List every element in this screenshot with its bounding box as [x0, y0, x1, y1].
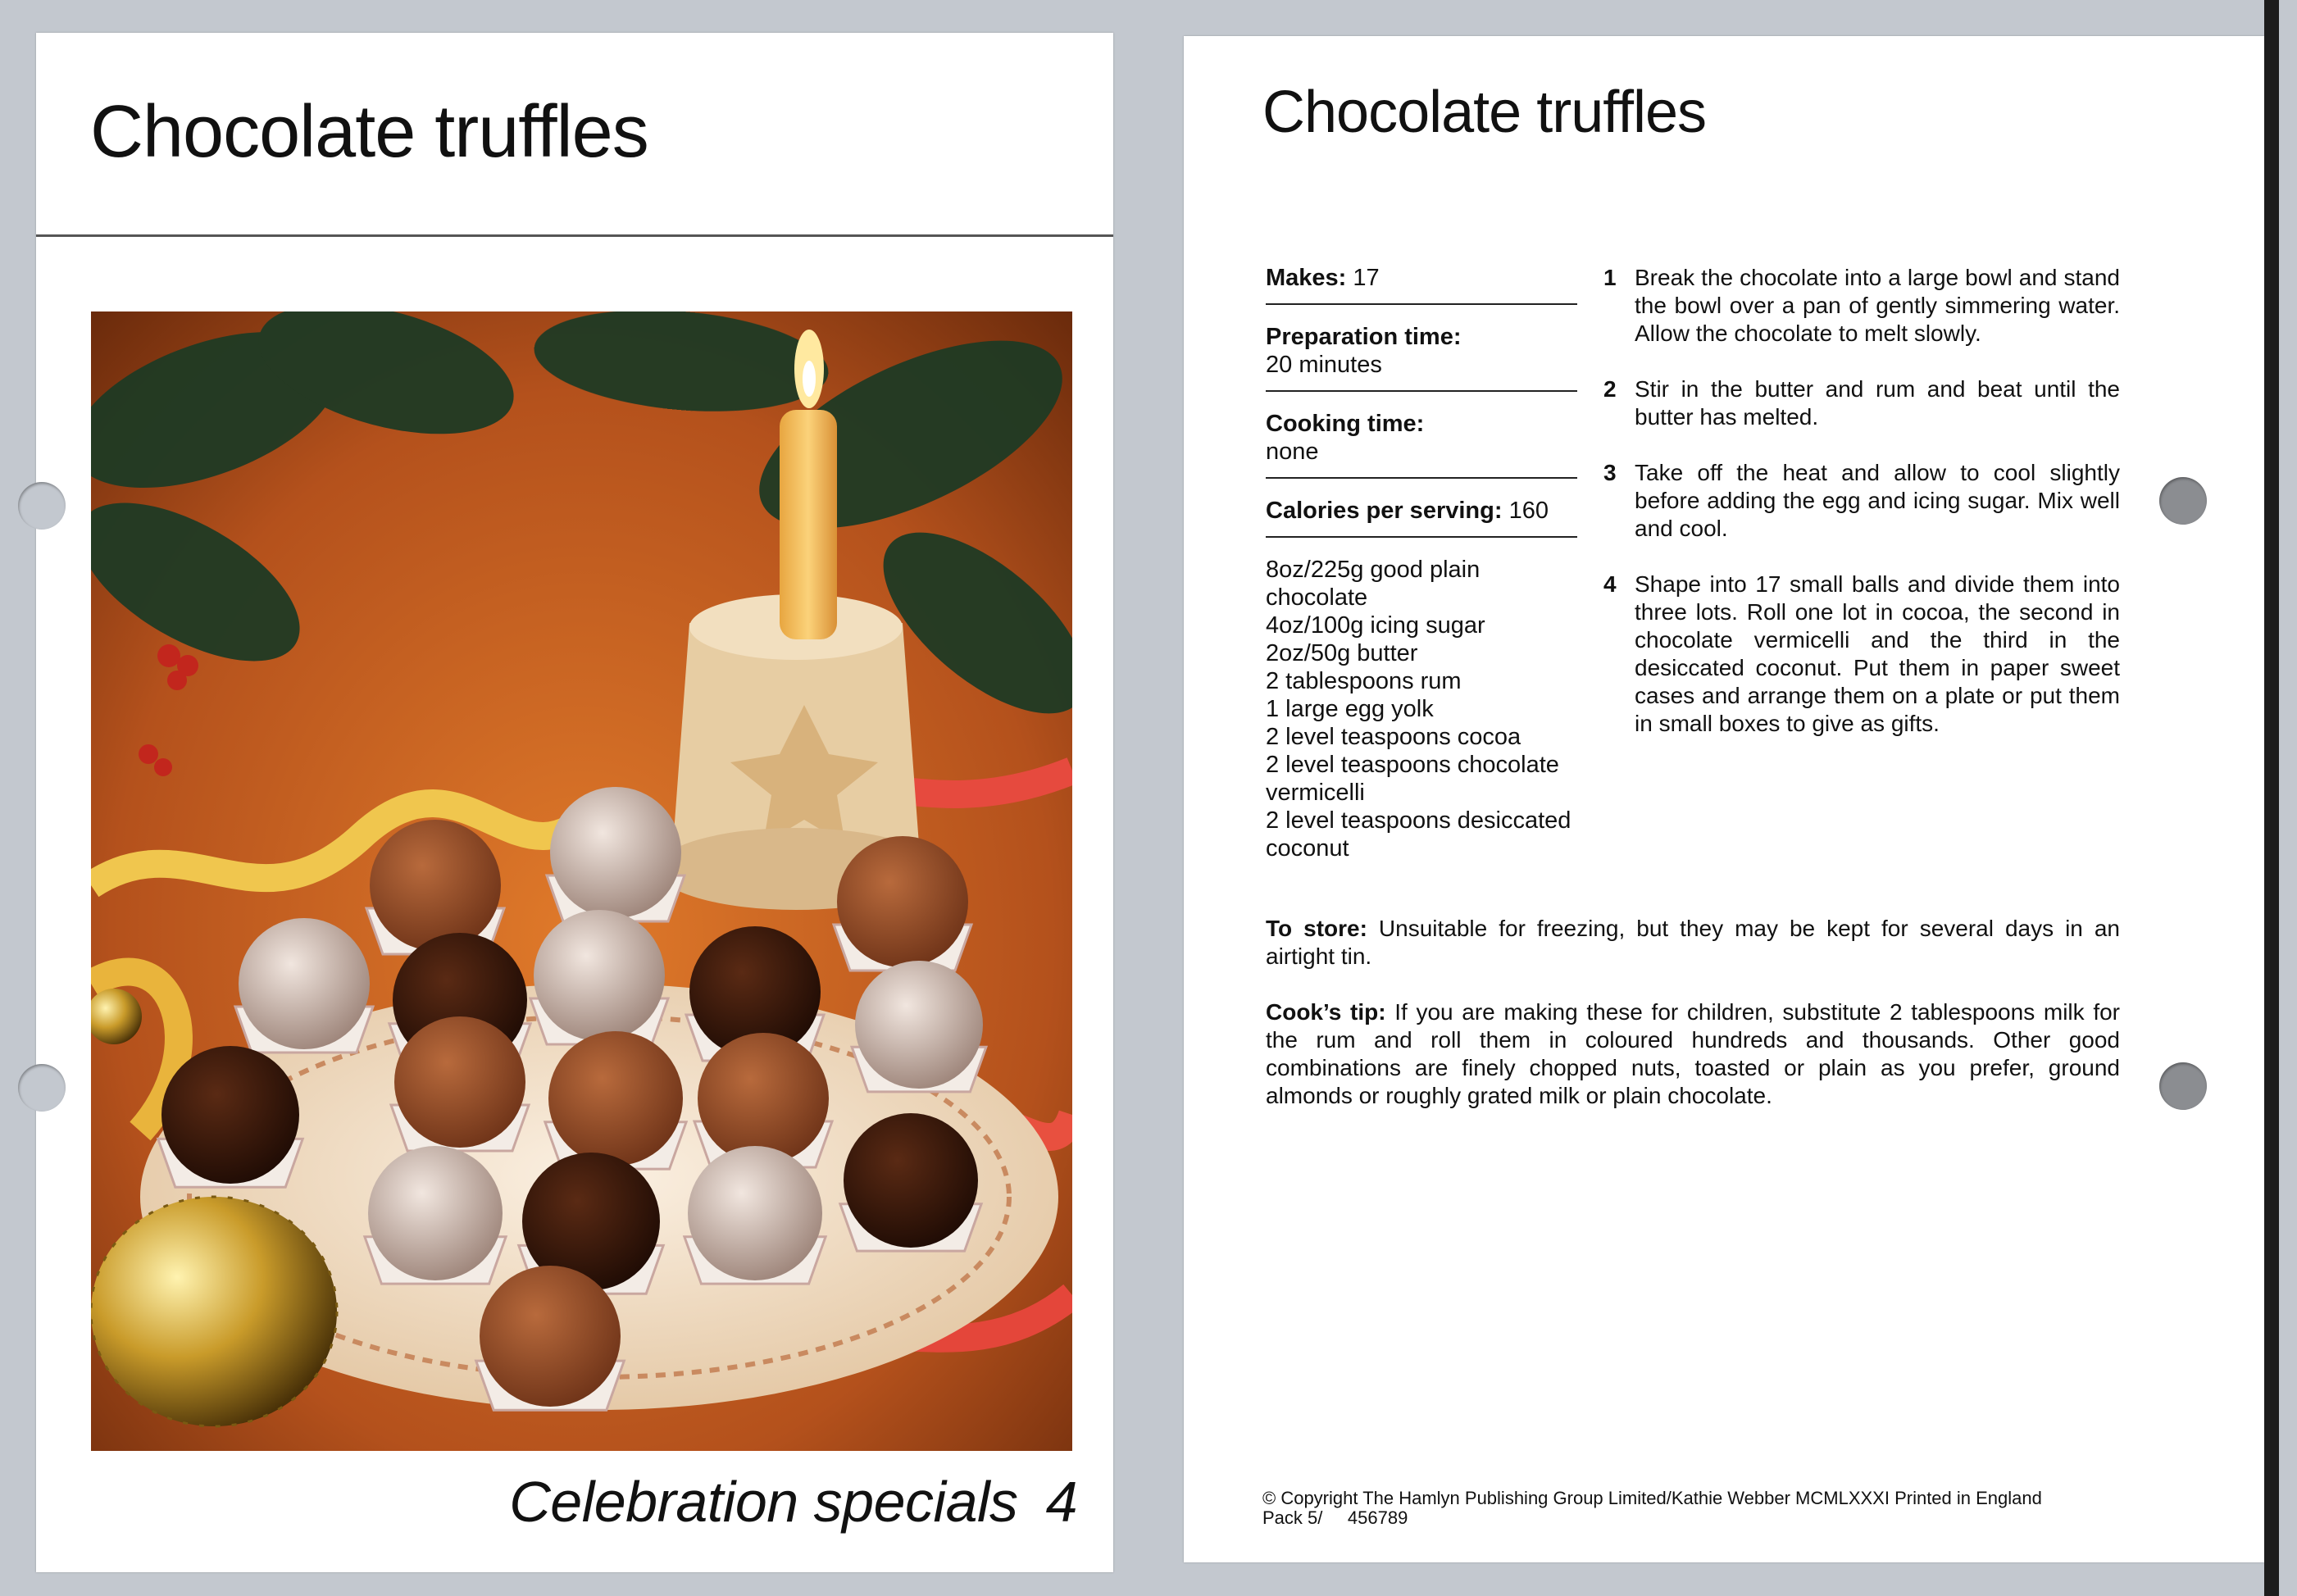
- fact-label: Makes:: [1266, 265, 1347, 291]
- truffle: [370, 820, 501, 951]
- step-number: 4: [1603, 571, 1617, 597]
- punch-hole-top: [2159, 477, 2207, 525]
- method-step: [1603, 459, 2120, 543]
- ingredients-list: [1266, 556, 1577, 862]
- storage-note: [1266, 915, 2120, 971]
- truffles-photo-illustration: [91, 311, 1072, 1451]
- method-step: [1603, 571, 2120, 738]
- truffle: [239, 918, 370, 1049]
- series-number: 4: [1045, 1470, 1077, 1534]
- truffle: [844, 1113, 978, 1248]
- step-text: Stir in the butter and rum and beat until the butter has melted.: [1635, 376, 2120, 430]
- ingredient-item: 2oz/50g butter: [1266, 640, 1418, 666]
- fact-calories: [1266, 497, 1577, 538]
- fact-makes: [1266, 264, 1577, 305]
- method-step: [1603, 264, 2120, 348]
- step-number: 3: [1603, 460, 1617, 485]
- fact-label: Preparation time:: [1266, 324, 1462, 350]
- storage-label: To store:: [1266, 916, 1367, 941]
- fact-label: Cooking time:: [1266, 411, 1425, 437]
- step-text: Take off the heat and allow to cool slightly before adding the egg and icing sugar. Mix well and cool.: [1635, 460, 2120, 541]
- copyright-notice: [1262, 1489, 2131, 1528]
- ingredient-item: 2 tablespoons rum: [1266, 668, 1462, 694]
- truffle: [548, 1031, 683, 1166]
- ingredient-item: 1 large egg yolk: [1266, 696, 1434, 722]
- truffle: [688, 1146, 822, 1280]
- fact-label: Calories per serving:: [1266, 498, 1503, 524]
- copyright-line: © Copyright The Hamlyn Publishing Group Limited/Kathie Webber MCMLXXXI Printed in England: [1262, 1488, 2042, 1508]
- punch-hole-bottom: [18, 1064, 66, 1112]
- ingredient-item: 2 level teaspoons desiccated coconut: [1266, 807, 1572, 862]
- cooks-tip-label: Cook’s tip:: [1266, 999, 1386, 1025]
- title-divider: [36, 234, 1113, 237]
- back-card-title: Chocolate truffles: [1262, 80, 1706, 145]
- fact-value: 160: [1508, 498, 1549, 524]
- truffles-photo: [91, 311, 1072, 1451]
- fact-value: 17: [1353, 265, 1380, 291]
- step-number: 1: [1603, 265, 1617, 290]
- truffle: [855, 961, 983, 1089]
- pack-number: Pack 5/ 456789: [1262, 1507, 1408, 1528]
- recipe-facts: [1266, 264, 1577, 862]
- fact-preparation-time: [1266, 323, 1577, 392]
- method-steps: [1603, 264, 2120, 766]
- truffle: [161, 1046, 299, 1184]
- storage-text: Unsuitable for freezing, but they may be kept for several days in an airtight tin.: [1266, 916, 2121, 969]
- truffle: [534, 910, 665, 1041]
- ingredient-item: 4oz/100g icing sugar: [1266, 612, 1485, 639]
- ingredient-item: 2 level teaspoons chocolate vermicelli: [1266, 752, 1559, 806]
- series-label: [509, 1469, 1077, 1535]
- truffle: [550, 787, 681, 918]
- series-name: Celebration specials: [509, 1470, 1018, 1534]
- punch-hole-top: [18, 482, 66, 530]
- front-recipe-card: [36, 33, 1113, 1572]
- punch-hole-bottom: [2159, 1062, 2207, 1110]
- method-step: [1603, 375, 2120, 431]
- ingredient-item: 8oz/225g good plain chocolate: [1266, 557, 1481, 611]
- ingredient-item: 2 level teaspoons cocoa: [1266, 724, 1521, 750]
- fact-value: 20 minutes: [1266, 352, 1382, 378]
- fact-cooking-time: [1266, 410, 1577, 479]
- truffle: [837, 836, 968, 967]
- step-text: Break the chocolate into a large bowl and stand the bowl over a pan of gently simmering water. Allow the chocolate to melt slowly.: [1635, 265, 2120, 346]
- cooks-tip-text: If you are making these for children, substitute 2 tablespoons milk for the rum and roll them in coloured hundreds and thousands. Other good combinations are finely chopped nuts, toasted or plain as you prefer, ground almonds or roughly grated milk or plain chocolate.: [1266, 999, 2121, 1108]
- cooks-tip: [1266, 998, 2120, 1110]
- step-text: Shape into 17 small balls and divide them into three lots. Roll one lot in cocoa, the second in chocolate vermicelli and the third in the desiccated coconut. Put them in paper sweet cases and arrange them on a plate or put them in small boxes to give as gifts.: [1635, 571, 2120, 736]
- front-card-title: Chocolate truffles: [90, 91, 648, 173]
- step-number: 2: [1603, 376, 1617, 402]
- truffle: [394, 1016, 525, 1148]
- back-recipe-card: [1184, 36, 2264, 1562]
- card-edge-shadow: [2264, 0, 2279, 1596]
- truffle: [698, 1033, 829, 1164]
- fact-value: none: [1266, 439, 1319, 465]
- truffle: [480, 1266, 621, 1407]
- truffle: [368, 1146, 503, 1280]
